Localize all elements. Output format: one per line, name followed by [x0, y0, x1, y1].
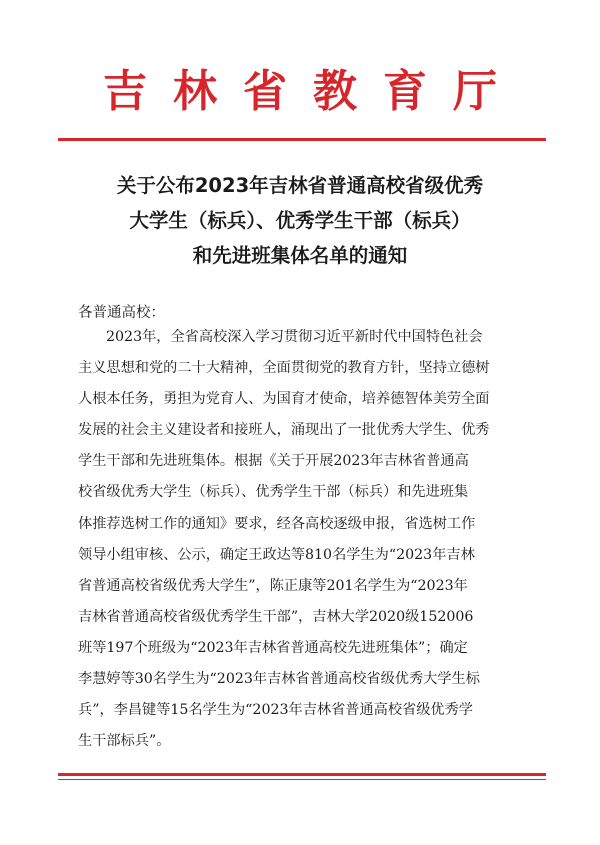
body-line: 生干部标兵”。 [78, 733, 171, 750]
letterhead-red-rule [58, 138, 546, 141]
body-line: 班等197个班级为“2023年吉林省普通高校先进班集体”；确定 [78, 639, 468, 656]
body-line: 体推荐选树工作的通知》要求，经各高校逐级申报，省选树工作 [78, 515, 476, 532]
body-line: 学生干部和先进班集体。根据《关于开展2023年吉林省普通高 [78, 453, 469, 470]
notice-title [60, 168, 540, 273]
body-line: 领导小组审核、公示，确定王政达等810名学生为“2023年吉林 [78, 546, 475, 563]
body-line: 省普通高校省级优秀大学生”，陈正康等201名学生为“2023年 [78, 577, 468, 594]
notice-title-line: 和先进班集体名单的通知 [192, 244, 408, 267]
notice-body [78, 322, 530, 757]
body-line: 人根本任务，勇担为党育人、为国育才使命，培养德智体美劳全面 [78, 391, 490, 408]
body-line: 李慧婷等30名学生为“2023年吉林省普通高校省级优秀大学生标 [78, 671, 480, 688]
body-line: 吉林省普通高校省级优秀学生干部”，吉林大学2020级152006 [78, 608, 474, 625]
body-line: 兵”，李昌键等15名学生为“2023年吉林省普通高校省级优秀学 [78, 702, 473, 719]
notice-title-line: 大学生（标兵）、优秀学生干部（标兵） [129, 209, 471, 232]
notice-title-line: 关于公布2023年吉林省普通高校省级优秀 [116, 174, 484, 197]
body-line: 2023年，全省高校深入学习贯彻习近平新时代中国特色社会 [106, 329, 483, 345]
body-line: 发展的社会主义建设者和接班人，涌现出了一批优秀大学生、优秀 [78, 422, 490, 439]
salutation: 各普通高校： [78, 305, 165, 321]
body-line: 校省级优秀大学生（标兵）、优秀学生干部（标兵）和先进班集 [78, 484, 469, 501]
letterhead-org-name: 吉林省教育厅 [103, 66, 523, 117]
footer-red-rule [58, 773, 546, 780]
footer-rule-thin [58, 779, 546, 780]
body-line: 主义思想和党的二十大精神，全面贯彻党的教育方针，坚持立德树 [78, 360, 490, 377]
